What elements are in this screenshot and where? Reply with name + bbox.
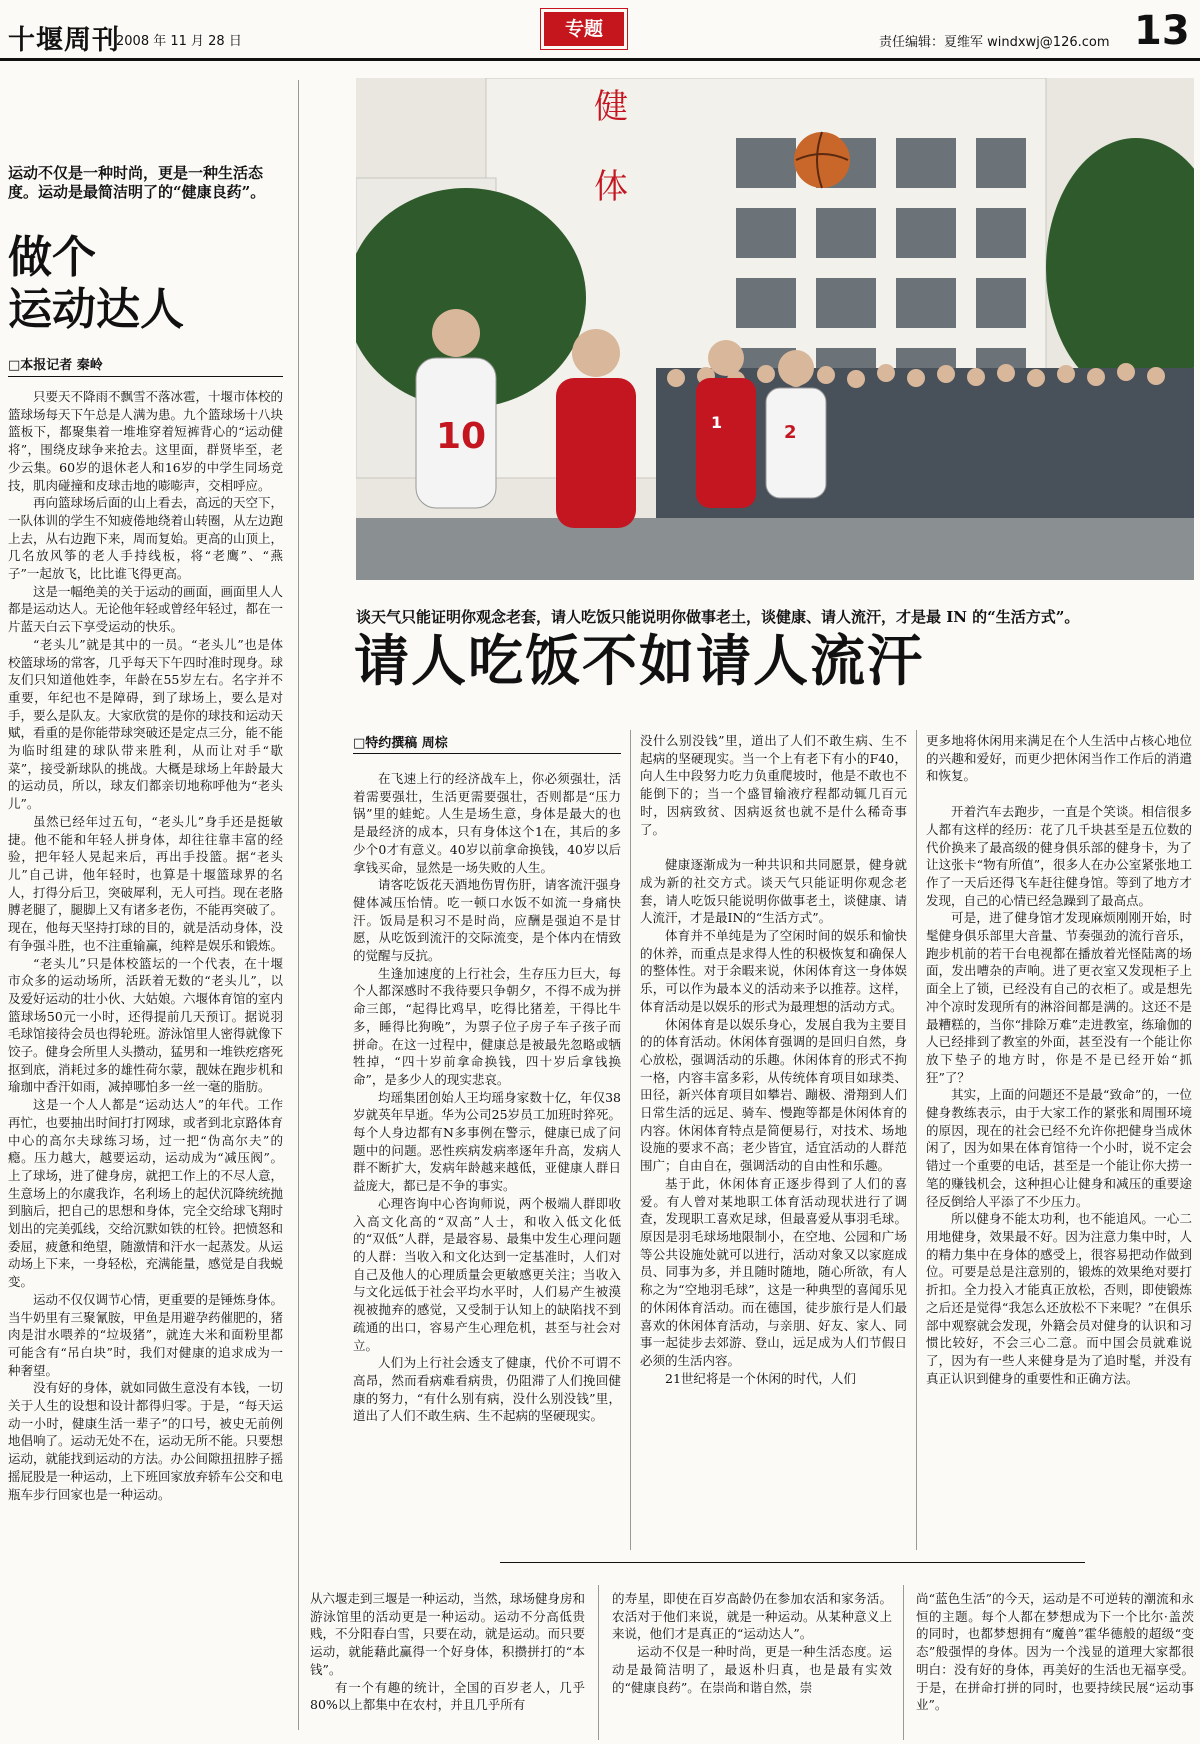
paragraph: 21世纪将是一个休闲的时代，人们 [665,1370,856,1386]
bottom-rule [500,1562,1085,1563]
paragraph: 从六堰走到三堰是一种运动，当然，球场健身房和游泳馆里的活动更是一种运动。运动不分高低贵贱，不分阳春白雪，只要在动，就是运动。而只要运动，就能藉此赢得一个好身体，积攒拼打的“本钱”。 [310,1591,585,1677]
paragraph: 没有好的身体，就如同做生意没有本钱，一切关于人生的设想和设计都得归零。于是，“每天运动一小时，健康生活一辈子”的口号，被史无前例地倡响了。运动无处不在，运动无所不能。只要想运动，就能找到运动的方法。办公间隙扭扭脖子摇摇屁股是一种运动，上下班回家放弃轿车公交和电瓶车步行回家也是一种运动。 [8,1380,283,1502]
section-tag: 专题 [544,12,624,46]
bottom-col-2 [612,1590,892,1740]
paragraph: 再向篮球场后面的山上看去，高远的天空下，一队体训的学生不知疲倦地绕着山转圈，从左边跑上去，从右边跑下来，周而复始。更高的山顶上，几名放风筝的老人手持线板，将“老鹰”、“燕子”一起放飞，比比谁飞得更高。 [8,495,283,582]
paragraph: 均瑶集团创始人王均瑶身家数十亿，年仅38岁就英年早逝。华为公司25岁员工加班时猝死。每个人身边都有N多事例在警示，健康已成了问题中的问题。恶性疾病发病率逐年升高，发病人群不断扩大，发病年龄越来越低，亚健康人群日益庞大，都已是不争的事实。 [353,1089,621,1194]
photo-illustration [356,78,1194,580]
main-body-col-3 [926,732,1192,1538]
bottom-col-1 [310,1590,585,1740]
column-divider [916,730,917,1550]
column-divider [598,1585,599,1740]
paragraph: 体育并不单纯是为了空闲时间的娱乐和愉快的休养，而重点是求得人性的积极恢复和确保人的整体性。对于余暇来说，休闲体育这一身体娱乐，可以作为最本义的活动来予以推荐。这样，体育活动是以娱乐的形式为最理想的活动方式。 [640,928,907,1014]
main-title: 请人吃饭不如请人流汗 [354,629,925,693]
paragraph: “老头儿”就是其中的一员。“老头儿”也是体校篮球场的常客，几乎每天下午四时准时现身。球友们只知道他姓李，年龄在55岁左右。名字并不重要，年纪也不是障碍，到了球场上，要么是对手，要么是队友。大家欣赏的是你的球技和运动天赋，看重的是你能带球突破还是定点三分，能不能为临时组建的球队带来胜利，从而让对手“歇菜”，接受新球队的挑战。大概是球场上年龄最大的运动员，所以，球友们都亲切地称呼他为“老头儿”。 [8,636,283,812]
column-divider [298,80,299,1730]
lead-title [8,232,288,336]
building-sign-char1: 健 [594,87,628,127]
header-rule [0,58,1200,61]
court-floor [356,518,1194,580]
lead-intro: 运动不仅是一种时尚，更是一种生活态度。运动是最简洁明了的“健康良药”。 [8,164,266,201]
paragraph: 运动不仅是一种时尚，更是一种生活态度。运动是最简洁明了，最返朴归真，也是最有实效的“健康良药”。在崇尚和谐自然，崇 [612,1644,892,1695]
basketball-photo [356,78,1194,580]
lead-title-line1: 做个 [8,232,96,283]
paragraph: 尚“蓝色生活”的今天，运动是不可逆转的潮流和永恒的主题。每个人都在梦想成为下一个比尔·盖茨的同时，也都梦想拥有“魔兽”霍华德般的超级“变态”般强悍的身体。因为一个浅显的道理大家都很明白：没有好的身体，再美好的生活也无福享受。于是，在拼命打拼的同时，也要持续民展“运动事业”。 [916,1591,1194,1713]
main-byline: □特约撰稿 周棕 [353,732,621,754]
paragraph: 更多地将休闲用来满足在个人生活中占核心地位的兴趣和爱好，而更少把休闲当作工作后的消遣和恢复。 [926,733,1192,784]
paragraph: 这是一幅绝美的关于运动的画面，画面里人人都是运动达人。无论他年轻或曾经年轻过，都在一片蓝天白云下享受运动的快乐。 [8,583,283,635]
paragraph: 人们为上行社会透支了健康，代价不可谓不高昂，然而看病难看病贵，仍阻滞了人们挽回健康的努力，“有什么别有病，没什么别没钱”里，道出了人们不敢生病、生不起病的坚硬现实。 [353,1355,621,1424]
paragraph: 在飞速上行的经济战车上，你必须强壮，活着需要强壮，生活更需要强壮，否则都是“压力锅”里的蛙蛇。人生是场生意，身体是最大的也是最经济的成本，只有身体这个1在，其后的多少个0才有意义。40岁以前拿命换钱，40岁以后拿钱买命，显然是一场失败的人生。 [353,771,621,875]
paragraph: 开着汽车去跑步，一直是个笑谈。相信很多人都有这样的经历：花了几千块甚至是五位数的代价换来了最高级的健身俱乐部的健身卡，为了让这张卡“物有所值”，很多人在办公室紧张地工作了一天后还得飞车赶往健身馆。等到了地方才发现，自己的心情已经急躁到了最高点。 [926,804,1192,908]
paragraph: 生逢加速度的上行社会，生存压力巨大，每个人都深感时不我待要只争朝夕，不得不成为拼命三郎，“起得比鸡早，吃得比猪差，干得比牛多，睡得比狗晚”，为票子位子房子车子孩子而拼命。在这一过程中，健康总是被最先忽略或牺牲掉，“四十岁前拿命换钱，四十岁后拿钱换命”，是多少人的现实悲哀。 [353,965,621,1087]
paragraph: 只要天不降雨不飘雪不落冰雹，十堰市体校的篮球场每天下午总是人满为患。九个篮球场十八块篮板下，都聚集着一堆堆穿着短裤背心的“运动健将”，围绕皮球争来抢去。这里面，群贤毕至，老少云集。60岁的退休老人和16岁的中学生同场竞技，肌肉碰撞和皮球击地的嘭嘭声，交相呼应。 [8,389,283,493]
paragraph: 有一个有趣的统计，全国的百岁老人，几乎80%以上都集中在农村，并且几乎所有 [310,1679,585,1713]
paragraph: 基于此，休闲体育正逐步得到了人们的喜爱。有人曾对某地职工体育活动现状进行了调查，发现职工喜欢足球，但最喜爱从事羽毛球。原因是羽毛球场地限制小，在空地、公园和广场等公共设施处就可以进行，活动对象又以家庭成员、同事为多，并且随时随地，随心所欲，有人称之为“空地羽毛球”，这是一种典型的喜闻乐见的休闲体育活动。而在德国，徒步旅行是人们最喜欢的休闲体育活动，与亲朋、好友、家人、同事一起徒步去郊游、登山，远足成为人们节假日必须的生活内容。 [640,1175,907,1368]
main-body-col-2 [640,732,907,1538]
paragraph: 虽然已经年过五旬，“老头儿”身手还是挺敏捷。他不能和年轻人拼身体，却往往靠丰富的经验，把年轻人晃起来后，再出手投篮。据“老头儿”自己讲，他年轻时，也算是十堰篮球界的名人，打得分后卫，突破犀利，无人可挡。现在老胳膊老腿了，腿脚上又有诸多老伤，不能再突破了。现在，他每天坚持打球的目的，就是活动身体，没有争强斗胜，也不注重输赢，纯粹是娱乐和锻炼。 [8,813,283,953]
paragraph: 运动不仅仅调节心情，更重要的是锤炼身体。当牛奶里有三聚氰胺，甲鱼是用避孕药催肥的，猪肉是泔水喂养的“垃圾猪”，就连大米和面粉里都可能含有“吊白块”时，我们对健康的追求成为一种奢望。 [8,1291,283,1378]
jersey-number-2: 2 [784,422,797,443]
masthead: 十堰周刊 [8,25,120,56]
paragraph: 所以健身不能太功利，也不能追风。一心二用地健身，效果最不好。因为注意力集中时，人的精力集中在身体的感受上，很容易把动作做到位。可要是总是注意别的，锻炼的效果绝对要打折扣。全力投入才能真正放松，否则，即使锻炼之后还是觉得“我怎么还放松不下来呢？”在俱乐部中观察就会发现，外籍会员对健身的认识和习惯比较好，不会三心二意。而中国会员就难说了，因为有一些人来健身是为了追时髦，并没有真正认识到健身的重要性和正确方法。 [926,1211,1192,1386]
paragraph: 可是，进了健身馆才发现麻烦刚刚开始，时髦健身俱乐部里大音量、节奏强劲的流行音乐，跑步机前的若干台电视都在播放着光怪陆离的场面，发出嘈杂的声响。进了更衣室又发现柜子上面全上了锁，已经没有自己的衣柜了。或是想先冲个凉时发现所有的淋浴间都是满的。这还不是最糟糕的，当你“排除万难”走进教室，练瑜伽的人已经排到了教室的外面，甚至没有一个能让你放下垫子的地方时，你是不是已经开始“抓狂”了？ [926,910,1192,1085]
main-body-col-1 [353,770,621,1540]
paragraph: 的寿星，即使在百岁高龄仍在参加农活和家务活。农活对于他们来说，就是一种运动。从某种意义上来说，他们才是真正的“运动达人”。 [612,1591,892,1642]
main-tagline: 谈天气只能证明你观念老套，请人吃饭只能说明你做事老土，谈健康、请人流汗，才是最 IN 的“生活方式”。 [356,608,1080,626]
jersey-number-1: 10 [436,416,487,457]
lead-body [8,388,283,1728]
issue-date: 2008 年 11 月 28 日 [116,34,242,49]
bottom-col-3 [916,1590,1194,1740]
lead-title-line2: 运动达人 [8,284,184,335]
editor-credit: 责任编辑：夏维军 windxwj@126.com [879,35,1110,50]
column-divider [630,730,631,1550]
jersey-number-3: 1 [711,413,723,432]
paragraph: 请客吃饭花天酒地伤胃伤肝，请客流汗强身健体减压怡情。吃一顿口水饭不如流一身痛快汗。饭局是积习不是时尚，应酬是强迫不是甘愿，从吃饭到流汗的交际流变，是个体内在情致的觉醒与反抗。 [353,877,621,964]
building-sign-char2: 体 [594,167,628,207]
paragraph: 健康逐渐成为一种共识和共同愿景，健身就成为新的社交方式。谈天气只能证明你观念老套，请人吃饭只能说明你做事老土，谈健康、请人流汗，才是最IN的“生活方式”。 [640,857,907,926]
page-number: 13 [1134,8,1190,54]
paragraph: 休闲体育是以娱乐身心，发展自我为主要目的的体育活动。休闲体育强调的是回归自然，身心放松，强调活动的乐趣。休闲体育的形式不拘一格，内容丰富多彩，从传统体育项目如球类、田径，新兴体育项目如攀岩、蹦极、滑翔到人们日常生活的远足、骑车、慢跑等都是休闲体育的内容。休闲体育特点是简便易行，对技术、场地设施的要求不高；老少皆宜，适宜活动的人群范围广；自由自在，强调活动的自由性和乐趣。 [640,1016,907,1174]
paragraph: 没什么别没钱”里，道出了人们不敢生病、生不起病的坚硬现实。当一个上有老下有小的F40，向人生中段努力吃力负重爬坡时，他是不敢也不能倒下的；当一个盛冒输液疗程都动辄几百元时，因病致贫、因病返贫也就不是什么稀奇事了。 [640,733,907,837]
basketball [794,132,850,188]
paragraph: 心理咨询中心咨询师说，两个极端人群即收入高文化高的“双高”人士，和收入低文化低的“双低”人群，是最容易、最集中发生心理问题的人群：当收入和文化达到一定基准时，人们对自己及他人的心理质量会更敏感更关注；当收入与文化远低于社会平均水平时，人们易产生被漠视被抛弃的感觉，又受制于认知上的缺陷找不到疏通的出口，容易产生心理危机，甚至与社会对立。 [353,1195,621,1353]
column-divider [903,1585,904,1740]
lead-byline: □本报记者 秦岭 [8,354,283,377]
paragraph: “老头儿”只是体校篮坛的一个代表，在十堰市众多的运动场所，活跃着无数的“老头儿”，以及爱好运动的壮小伙、大姑娘。六堰体育馆的室内篮球场50元一小时，还得提前几天预订。据说羽毛球馆接待会员也得轮班。游泳馆里人密得就像下饺子。健身会所里人头攒动，猛男和一堆铁疙瘩死抠到底，消耗过多的雄性荷尔蒙，靓妹在跑步机和瑜珈中香汗如雨，减掉哪怕多一丝一毫的脂肪。 [8,955,283,1095]
paragraph: 其实，上面的问题还不是最“致命”的，一位健身教练表示，由于大家工作的紧张和周围环境的原因，现在的社会已经不允许你把健身当成休闲了，因为如果在体育馆待一个小时，说不定会错过一个重要的电话，甚至是一个能让你大捞一笔的赚钱机会，这种担心让健身和减压的重要途径反倒给人平添了不少压力。 [926,1087,1192,1209]
paragraph: 这是一个人人都是“运动达人”的年代。工作再忙，也要抽出时间打打网球，或者到北京路体育中心的高尔夫球练习场，过一把“伪高尔夫”的瘾。压力越大，越要运动，运动成为“减压阀”。上了球场，进了健身房，就把工作上的不尽人意，生意场上的尔虞我诈，名利场上的起伏沉降统统抛到脑后，把自己的思想和身体，完全交给球飞翔时划出的完美弧线，交给沉默如铁的杠铃。把愤怒和委屈，疲惫和绝望，随激情和汗水一起蒸发。从运动场上下来，一身轻松，充满能量，感觉是自我蜕变。 [8,1097,283,1290]
